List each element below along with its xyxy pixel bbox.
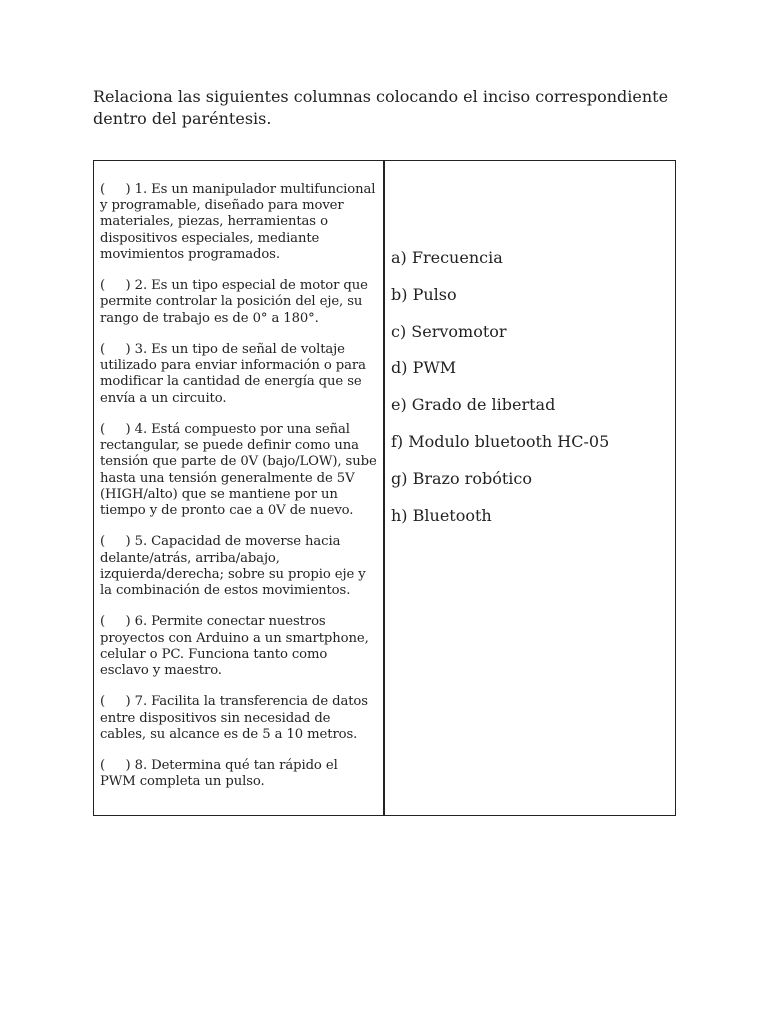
statement-text: 6. Permite conectar nuestros proyectos con Arduino a un smartphone, celular o PC. Funciona tanto como esclavo y maestro. (100, 614, 369, 679)
answer-blank[interactable]: ( ) (100, 534, 131, 550)
statement-item (100, 422, 377, 519)
statement-item (100, 534, 377, 599)
statement-text: 1. Es un manipulador multifuncional y programable, diseñado para mover materiales, piezas, herramientas o dispositivos especiales, mediante movimientos programados. (100, 182, 376, 262)
option-item: h) Bluetooth (391, 505, 492, 525)
statement-item (100, 758, 377, 790)
statement-text: 7. Facilita la transferencia de datos entre dispositivos sin necesidad de cables, su alcance es de 5 a 10 metros. (100, 694, 368, 742)
statement-text: 5. Capacidad de moverse hacia delante/atrás, arriba/abajo, izquierda/derecha; sobre su propio eje y la combinación de estos movimientos. (100, 534, 366, 599)
answer-blank[interactable]: ( ) (100, 182, 131, 197)
answer-blank[interactable]: ( ) (100, 614, 131, 630)
option-item: a) Frecuencia (391, 248, 503, 267)
statement-text: 3. Es un tipo de señal de voltaje utilizado para enviar información o para modificar la cantidad de energía que se envía a un circuito. (100, 342, 366, 406)
answer-blank[interactable]: ( ) (100, 422, 131, 437)
option-item: b) Pulso (391, 284, 457, 304)
option-item: d) PWM (391, 358, 457, 378)
statement-text: 8. Determina qué tan rápido el PWM completa un pulso. (100, 758, 338, 790)
option-item: e) Grado de libertad (391, 395, 556, 415)
option-item: f) Modulo bluetooth HC-05 (391, 431, 610, 451)
statement-item (100, 182, 377, 263)
options-column (385, 161, 675, 815)
instructions-text: Relaciona las siguientes columnas colocando el inciso correspondiente dentro del paréntesis. (93, 87, 669, 128)
answer-blank[interactable]: ( ) (100, 758, 131, 774)
matching-table (93, 160, 676, 816)
statement-text: 2. Es un tipo especial de motor que permite controlar la posición del eje, su rango de trabajo es de 0° a 180°. (100, 278, 368, 326)
answer-blank[interactable]: ( ) (100, 694, 131, 710)
statement-item (100, 342, 377, 407)
option-item: g) Brazo robótico (391, 468, 532, 488)
answer-blank[interactable]: ( ) (100, 278, 131, 294)
statements-column (94, 161, 385, 815)
statement-item (100, 614, 377, 679)
statement-item (100, 694, 377, 743)
answer-blank[interactable]: ( ) (100, 342, 131, 357)
statement-item (100, 278, 377, 327)
statement-text: 4. Está compuesto por una señal rectangular, se puede definir como una tensión que parte de 0V (bajo/LOW), sube hasta una tensión generalmente de 5V (HIGH/alto) que se mantiene por un tiempo y de pronto cae a 0V de nuevo. (100, 422, 377, 519)
option-item: c) Servomotor (391, 321, 507, 341)
